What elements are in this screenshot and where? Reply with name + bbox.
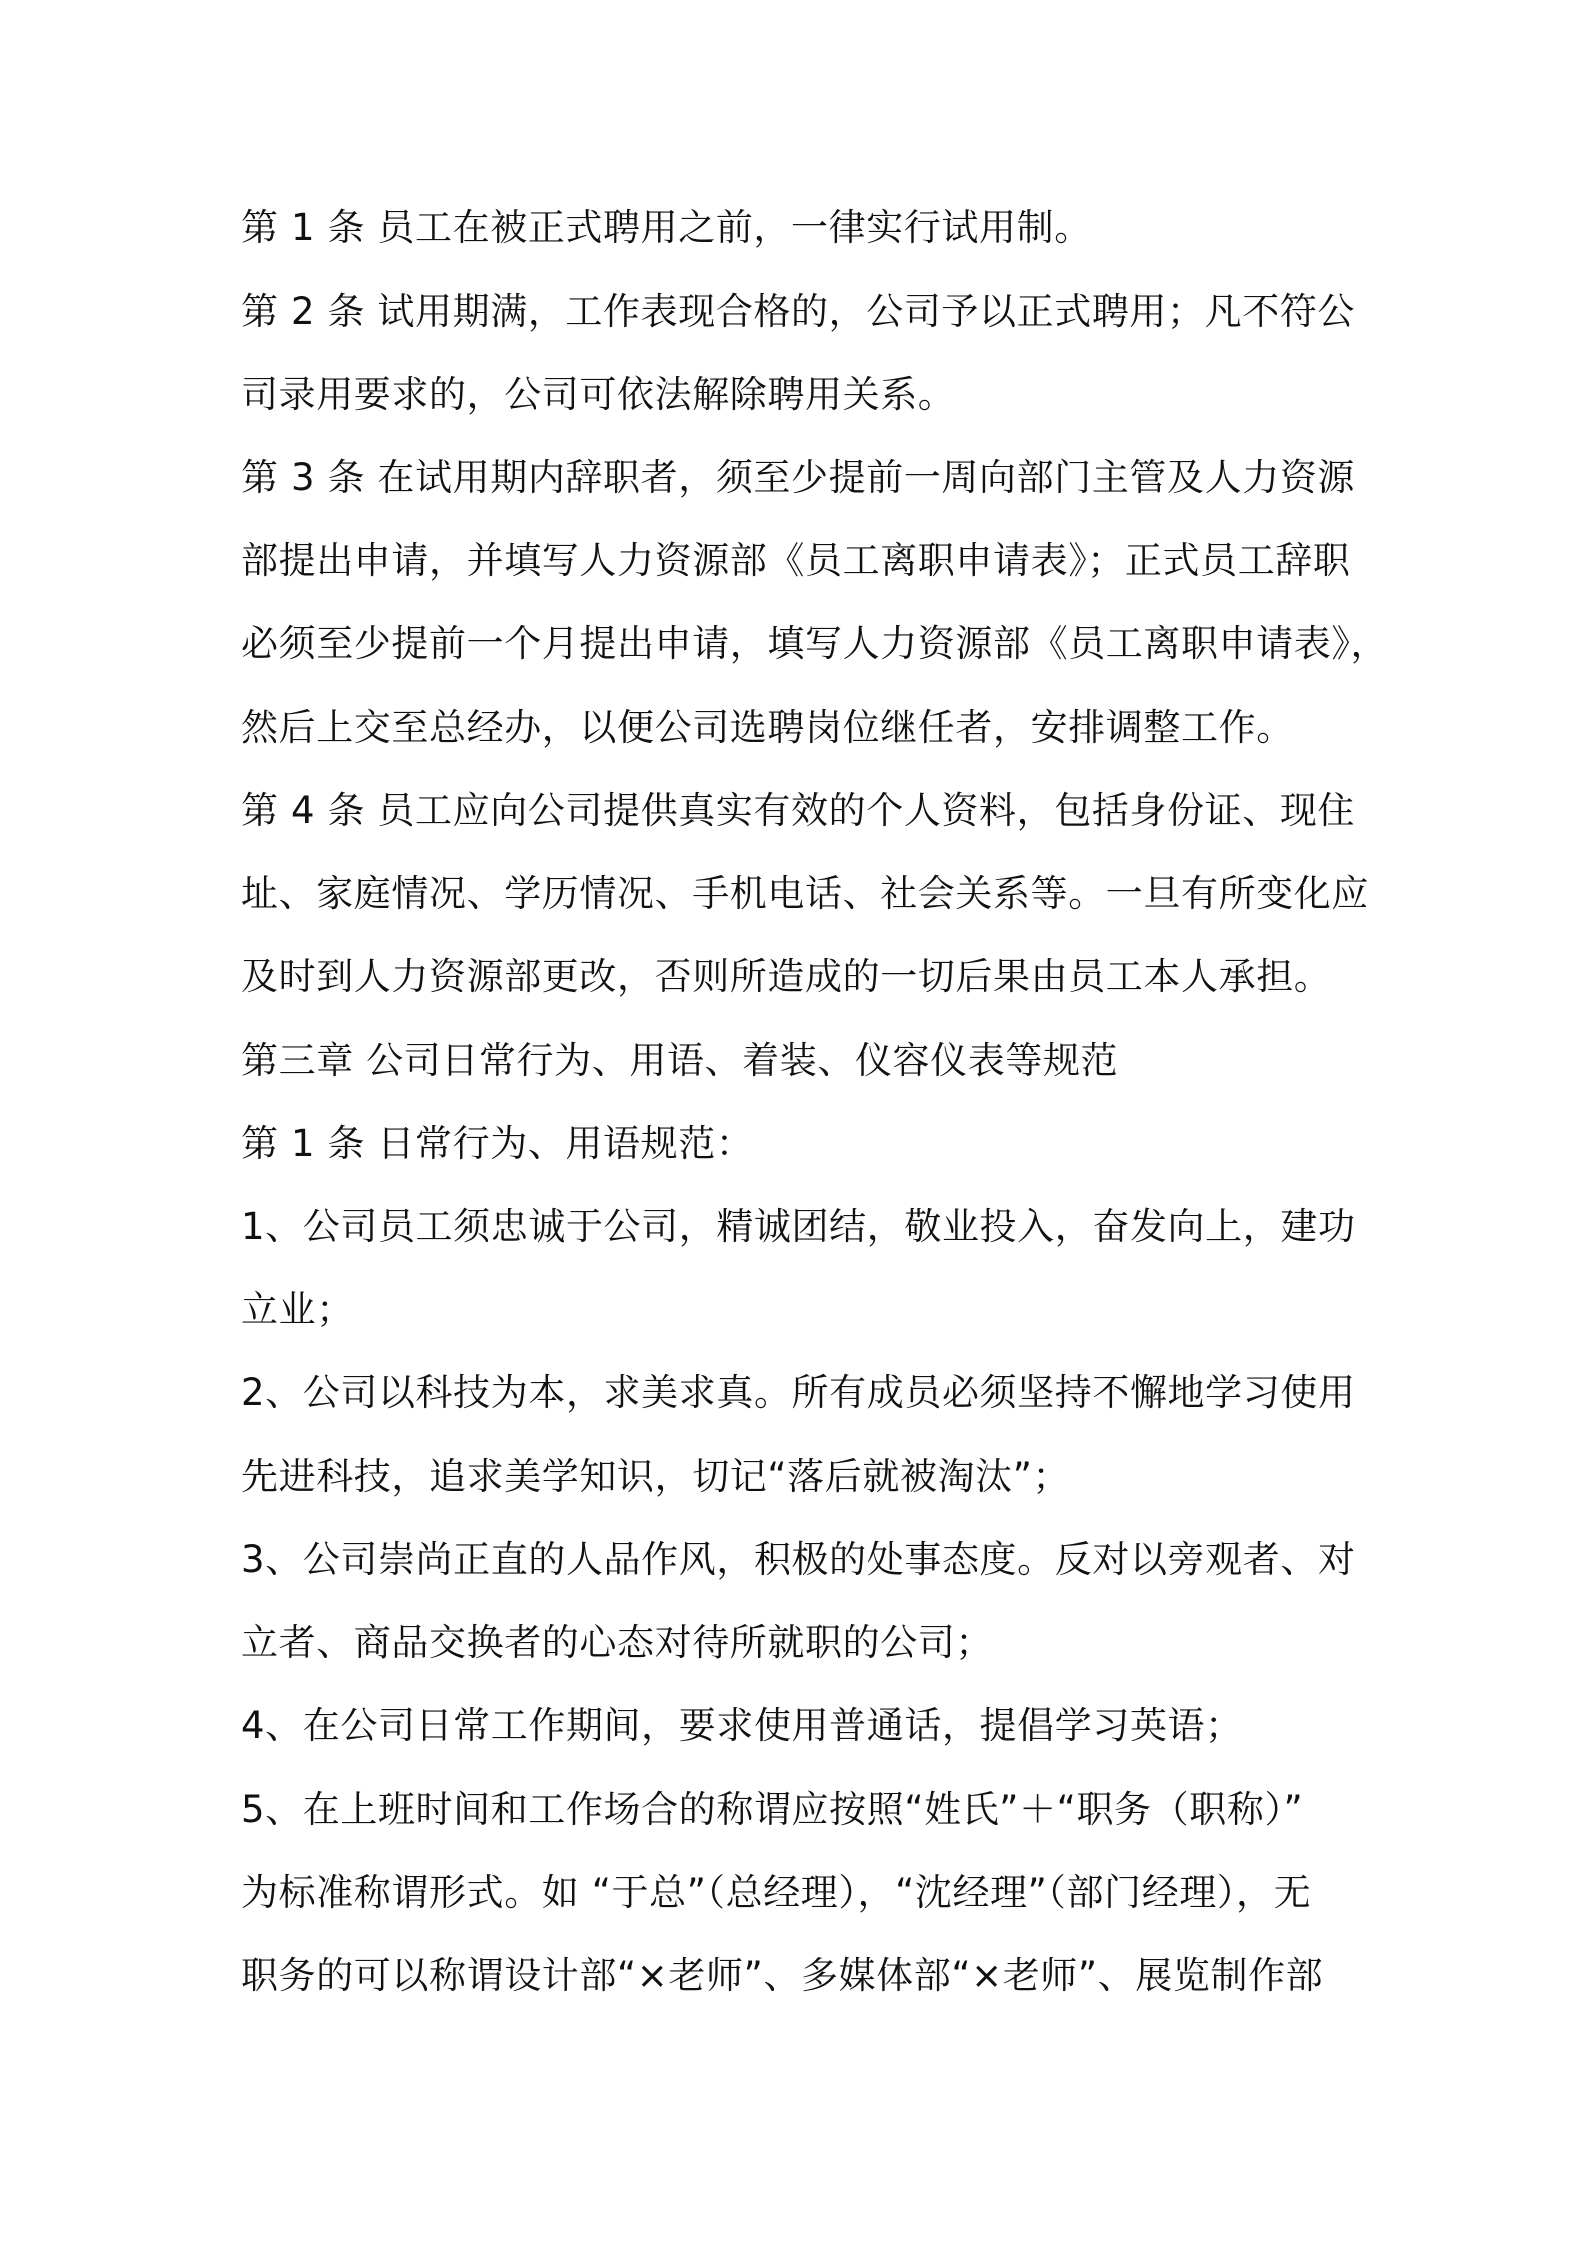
chapter-heading: 第三章 公司日常行为、用语、着装、仪容仪表等规范 bbox=[241, 1039, 1119, 1082]
text-line: 第 1 条 员工在被正式聘用之前，一律实行试用制。 bbox=[241, 206, 1092, 249]
text-line: 第 4 条 员工应向公司提供真实有效的个人资料，包括身份证、现住 bbox=[241, 789, 1356, 832]
text-line: 2、公司以科技为本，求美求真。所有成员必须坚持不懈地学习使用 bbox=[241, 1371, 1356, 1414]
text-line: 及时到人力资源部更改，否则所造成的一切后果由员工本人承担。 bbox=[241, 955, 1332, 998]
text-line: 第 1 条 日常行为、用语规范： bbox=[241, 1122, 754, 1165]
text-line: 3、公司崇尚正直的人品作风，积极的处事态度。反对以旁观者、对 bbox=[241, 1538, 1356, 1581]
text-line: 立业； bbox=[241, 1288, 354, 1331]
text-line: 先进科技，追求美学知识，切记“落后就被淘汰”； bbox=[241, 1455, 1071, 1498]
text-line: 立者、商品交换者的心态对待所就职的公司； bbox=[241, 1621, 993, 1664]
text-line: 第 2 条 试用期满，工作表现合格的，公司予以正式聘用；凡不符公 bbox=[241, 290, 1356, 333]
text-line: 址、家庭情况、学历情况、手机电话、社会关系等。一旦有所变化应 bbox=[241, 872, 1369, 915]
text-line: 部提出申请，并填写人力资源部《员工离职申请表》；正式员工辞职 bbox=[241, 539, 1351, 582]
text-line: 1、公司员工须忠诚于公司，精诚团结，敬业投入，奋发向上，建功 bbox=[241, 1205, 1356, 1248]
text-line: 职务的可以称谓设计部“×老师”、多媒体部“×老师”、展览制作部 bbox=[241, 1954, 1324, 1997]
text-line: 5、在上班时间和工作场合的称谓应按照“姓氏”＋“职务（职称）” bbox=[241, 1788, 1304, 1831]
text-line: 4、在公司日常工作期间，要求使用普通话，提倡学习英语； bbox=[241, 1704, 1243, 1747]
text-line: 为标准称谓形式。如 “于总”（总经理），“沈经理”（部门经理），无 bbox=[241, 1871, 1312, 1914]
text-line: 然后上交至总经办，以便公司选聘岗位继任者，安排调整工作。 bbox=[241, 706, 1294, 749]
text-line: 司录用要求的，公司可依法解除聘用关系。 bbox=[241, 373, 956, 416]
text-line: 第 3 条 在试用期内辞职者，须至少提前一周向部门主管及人力资源 bbox=[241, 456, 1356, 499]
text-line: 必须至少提前一个月提出申请，填写人力资源部《员工离职申请表》， bbox=[241, 622, 1389, 665]
